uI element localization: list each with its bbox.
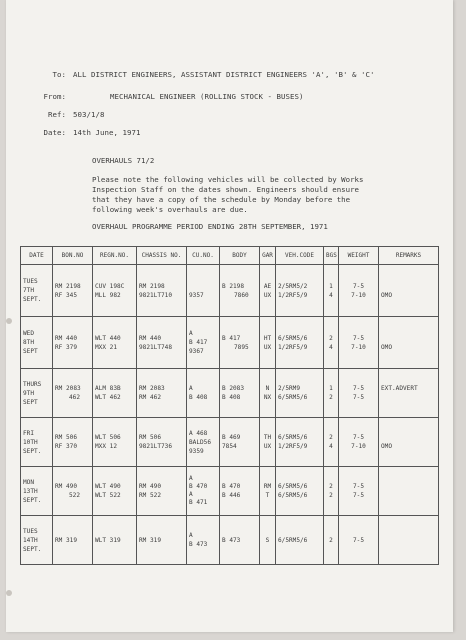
header-bon-no: BON.NO [53, 247, 93, 265]
cell-bon: RM 506 RF 370 [53, 418, 93, 467]
cell-weight: 7-5 7-10 [339, 317, 379, 369]
cell-gar: TH UX [260, 418, 276, 467]
cell-regn: WLT 440 MXX 21 [93, 317, 137, 369]
cell-veh-code: 2/5RM9 6/5RM5/6 [276, 369, 324, 418]
header-weight: WEIGHT [339, 247, 379, 265]
date-label: Date: [43, 128, 66, 137]
cell-gar: S [260, 516, 276, 565]
cell-date: MON 13TH SEPT. [21, 467, 53, 516]
header-veh-code: VEH.CODE [276, 247, 324, 265]
cell-veh-code: 6/5RM5/6 1/2RF5/9 [276, 418, 324, 467]
ref-label: Ref: [48, 110, 66, 119]
header-bgs: BGS [324, 247, 339, 265]
cell-date: TUES 14TH SEPT. [21, 516, 53, 565]
table-row [21, 317, 439, 369]
notice-line-2: Inspection Staff on the dates shown. Engineers should ensure [92, 185, 359, 194]
cell-cu: A B 470 A B 471 [187, 467, 220, 516]
from-value: MECHANICAL ENGINEER (ROLLING STOCK - BUSES) [110, 92, 304, 101]
table-row [21, 516, 439, 565]
header-gar: GAR [260, 247, 276, 265]
notice-line-1: Please note the following vehicles will be collected by Works [92, 175, 364, 184]
table-row [21, 265, 439, 317]
cell-regn: WLT 319 [93, 516, 137, 565]
cell-remarks [379, 467, 439, 516]
cell-regn: CUV 198C MLL 982 [93, 265, 137, 317]
table-row [21, 369, 439, 418]
cell-weight: 7-5 [339, 516, 379, 565]
cell-chassis: RM 2083 RM 462 [137, 369, 187, 418]
to-value: ALL DISTRICT ENGINEERS, ASSISTANT DISTRICT ENGINEERS 'A', 'B' & 'C' [73, 70, 375, 79]
header-chassis-no: CHASSIS NO. [137, 247, 187, 265]
cell-bon: RM 2198 RF 345 [53, 265, 93, 317]
notice-line-3: that they have a copy of the schedule by Monday before the [92, 195, 351, 204]
cell-regn: WLT 506 MXX 12 [93, 418, 137, 467]
cell-chassis: RM 506 9821LT736 [137, 418, 187, 467]
cell-chassis: RM 440 9821LT748 [137, 317, 187, 369]
cell-gar: N NX [260, 369, 276, 418]
cell-regn: WLT 490 WLT 522 [93, 467, 137, 516]
cell-bgs: 2 [324, 516, 339, 565]
cell-weight: 7-5 7-10 [339, 265, 379, 317]
cell-cu: 9357 [187, 265, 220, 317]
paper-fold-mark [6, 318, 12, 324]
cell-cu: A B 473 [187, 516, 220, 565]
cell-regn: ALM 83B WLT 462 [93, 369, 137, 418]
cell-date: TUES 7TH SEPT. [21, 265, 53, 317]
document-page [6, 0, 453, 632]
cell-gar: HT UX [260, 317, 276, 369]
cell-gar: RM T [260, 467, 276, 516]
cell-body: B 417 7895 [220, 317, 260, 369]
cell-date: THURS 9TH SEPT [21, 369, 53, 418]
to-label: To: [52, 70, 66, 79]
cell-veh-code: 2/5RM5/2 1/2RF5/9 [276, 265, 324, 317]
cell-body: B 473 [220, 516, 260, 565]
overhaul-schedule-table [20, 246, 439, 565]
cell-remarks: OMO [379, 265, 439, 317]
cell-cu: A 468 BALD56 9359 [187, 418, 220, 467]
header-date: DATE [21, 247, 53, 265]
cell-body: B 2083 B 408 [220, 369, 260, 418]
cell-bgs: 1 4 [324, 265, 339, 317]
cell-body: B 469 7854 [220, 418, 260, 467]
cell-chassis: RM 490 RM 522 [137, 467, 187, 516]
table-row [21, 467, 439, 516]
cell-weight: 7-5 7-5 [339, 369, 379, 418]
cell-veh-code: 6/5RM5/6 1/2RF5/9 [276, 317, 324, 369]
programme-line: OVERHAUL PROGRAMME PERIOD ENDING 28TH SEPTEMBER, 1971 [92, 222, 328, 231]
cell-body: B 470 B 446 [220, 467, 260, 516]
notice-line-4: following week's overhauls are due. [92, 205, 248, 214]
cell-bgs: 2 4 [324, 317, 339, 369]
overhauls-heading: OVERHAULS 71/2 [92, 156, 155, 165]
ref-value: 503/1/8 [73, 110, 105, 119]
cell-body: B 2198 7860 [220, 265, 260, 317]
cell-bon: RM 440 RF 379 [53, 317, 93, 369]
cell-veh-code: 6/5RM5/6 6/5RM5/6 [276, 467, 324, 516]
cell-weight: 7-5 7-5 [339, 467, 379, 516]
cell-remarks [379, 516, 439, 565]
cell-bon: RM 490 522 [53, 467, 93, 516]
cell-bgs: 2 4 [324, 418, 339, 467]
cell-gar: AE UX [260, 265, 276, 317]
cell-cu: A B 408 [187, 369, 220, 418]
table-header-row [21, 247, 439, 265]
cell-chassis: RM 319 [137, 516, 187, 565]
header-cu-no: CU.NO. [187, 247, 220, 265]
date-value: 14th June, 1971 [73, 128, 141, 137]
cell-weight: 7-5 7-10 [339, 418, 379, 467]
cell-bon: RM 2083 462 [53, 369, 93, 418]
cell-date: FRI 10TH SEPT. [21, 418, 53, 467]
paper-fold-mark-lower [6, 590, 12, 596]
header-body: BODY [220, 247, 260, 265]
cell-bgs: 1 2 [324, 369, 339, 418]
table-row [21, 418, 439, 467]
cell-remarks: EXT.ADVERT [379, 369, 439, 418]
cell-remarks: OMO [379, 418, 439, 467]
header-regn-no: REGN.NO. [93, 247, 137, 265]
cell-remarks: OMO [379, 317, 439, 369]
cell-veh-code: 6/5RM5/6 [276, 516, 324, 565]
cell-cu: A B 417 9367 [187, 317, 220, 369]
header-remarks: REMARKS [379, 247, 439, 265]
cell-date: WED 8TH SEPT [21, 317, 53, 369]
from-label: From: [43, 92, 66, 101]
cell-chassis: RM 2198 9821LT710 [137, 265, 187, 317]
cell-bon: RM 319 [53, 516, 93, 565]
cell-bgs: 2 2 [324, 467, 339, 516]
